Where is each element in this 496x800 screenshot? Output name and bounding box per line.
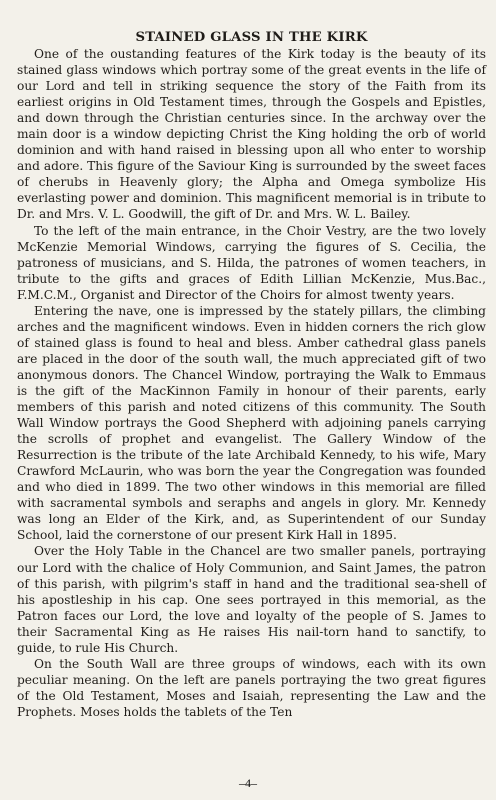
paragraph-chancel-panels: Over the Holy Table in the Chancel are two smaller panels, portraying our Lord with the chalice of Holy Communion, and Saint James, the patron of this parish, with pilgrim's staff in hand and the traditional sea-shell of his apostleship in his cap. One sees portrayed in this memorial, as the Patron faces our Lord, the love and loyalty of the people of S. James to their Sacramental King as He raises His nail-torn hand to sanctify, to guide, to rule His Church. <box>17 544 486 655</box>
paragraph-south-wall-windows: On the South Wall are three groups of windows, each with its own peculiar meaning. On the left are panels portraying the two great figures of the Old Testament, Moses and Isaiah, representing the Law and the Prophets. Moses holds the tablets of the Ten <box>17 656 486 719</box>
page-title: STAINED GLASS IN THE KIRK <box>135 30 368 45</box>
page-number: –4– <box>239 776 257 790</box>
paragraph-christ-the-king-window: One of the oustanding features of the Kirk today is the beauty of its stained glass windows which portray some of the great events in the life of our Lord and tell in striking sequence the story of the Faith from its earliest origins in Old Testament times, through the Gospels and Epistles, and down through the Christian centuries since. In the archway over the main door is a window depicting Christ the King holding the orb of world dominion and with hand raised in blessing upon all who enter to worship and adore. This figure of the Saviour King is surrounded by the sweet faces of cherubs in Heavenly glory; the Alpha and Omega symbolize His everlasting power and dominion. This magnificent memorial is in tribute to Dr. and Mrs. V. L. Goodwill, the gift of Dr. and Mrs. W. L. Bailey. <box>17 47 486 222</box>
paragraph-mckenzie-memorial-windows: To the left of the main entrance, in the Choir Vestry, are the two lovely McKenzie Memorial Windows, carrying the figures of S. Cecilia, the patroness of musicians, and S. Hilda, the patrones of women teachers, in tribute to the gifts and graces of Edith Lillian McKenzie, Mus.Bac., F.M.C.M., Organist and Director of the Choirs for almost twenty years. <box>17 223 486 302</box>
paragraph-nave-windows: Entering the nave, one is impressed by the stately pillars, the climbing arches and the magnificent windows. Even in hidden corners the rich glow of stained glass is found to heal and bless. Amber cathedral glass panels are placed in the door of the south wall, the much appreciated gift of two anonymous donors. The Chancel Window, portraying the Walk to Emmaus is the gift of the MacKinnon Family in honour of their parents, early members of this parish and noted citizens of this community. The South Wall Window portrays the Good Shepherd with adjoining panels carrying the scrolls of prophet and evangelist. The Gallery Window of the Resurrection is the tribute of the late Archibald Kennedy, to his wife, Mary Crawford McLaurin, who was born the year the Congregation was founded and who died in 1899. The two other windows in this memorial are filled with sacramental symbols and seraphs and angels in glory. Mr. Kennedy was long an Elder of the Kirk, and, as Superintendent of our Sunday School, laid the cornerstone of our present Kirk Hall in 1895. <box>17 303 486 543</box>
